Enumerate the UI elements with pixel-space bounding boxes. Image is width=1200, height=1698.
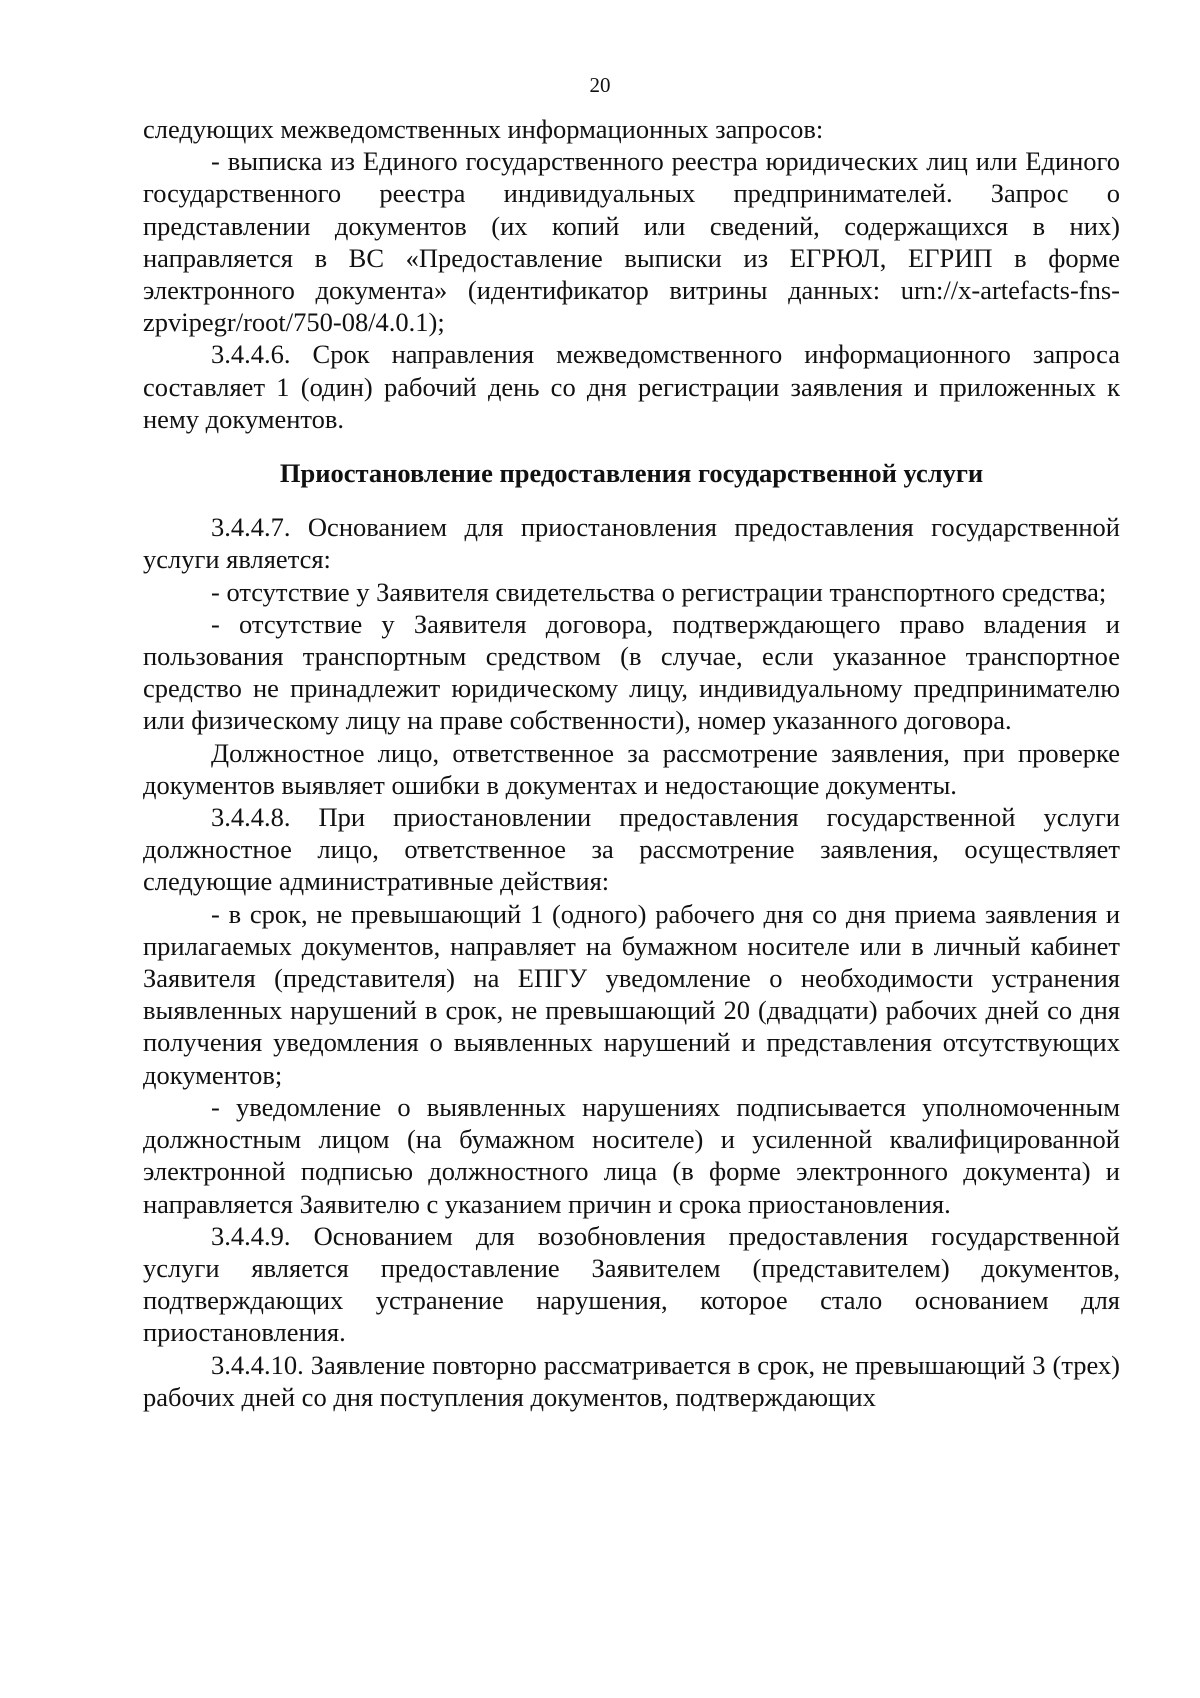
paragraph-no-ownership-contract: - отсутствие у Заявителя договора, подтверждающего право владения и пользования транспортным средством (в случае, если указанное транспортное средство не принадлежит юридическому лицу, индивидуальному предпринимателю или физическому лицу на праве собственности), номер указанного договора. [143,608,1120,736]
paragraph-3-4-4-10: 3.4.4.10. Заявление повторно рассматривается в срок, не превышающий 3 (трех) рабочих дней со дня поступления документов, подтверждающих [143,1349,1120,1412]
paragraph-notification-signature: - уведомление о выявленных нарушениях подписывается уполномоченным должностным лицом (на бумажном носителе) и усиленной квалифицированной электронной подписью должностного лица (в форме электронного документа) и направляется Заявителю с указанием причин и срока приостановления. [143,1091,1120,1219]
paragraph-official-checks: Должностное лицо, ответственное за рассмотрение заявления, при проверке документов выявляет ошибки в документах и недостающие документы. [143,737,1120,800]
paragraph-3-4-4-9: 3.4.4.9. Основанием для возобновления предоставления государственной услуги является предоставление Заявителем (представителем) документов, подтверждающих устранение нарушения, которое стало основанием для приостановления. [143,1220,1120,1348]
paragraph-intro: следующих межведомственных информационных запросов: [143,114,824,144]
section-heading: Приостановление предоставления государственной услуги [279,458,984,489]
paragraph-3-4-4-8: 3.4.4.8. При приостановлении предоставления государственной услуги должностное лицо, ответственное за рассмотрение заявления, осуществляет следующие административные действия: [143,802,1120,897]
paragraph-3-4-4-6: 3.4.4.6. Срок направления межведомственного информационного запроса составляет 1 (один) рабочий день со дня регистрации заявления и приложенных к нему документов. [143,339,1120,434]
paragraph-notification-deadline: - в срок, не превышающий 1 (одного) рабочего дня со дня приема заявления и прилагаемых документов, направляет на бумажном носителе или в личный кабинет Заявителя (представителя) на ЕПГУ уведомление о необходимости устранения выявленных нарушений в срок, не превышающий 20 (двадцати) рабочих дней со дня получения уведомления о выявленных нарушений и представления отсутствующих документов; [143,898,1120,1090]
document-body [143,113,1120,1413]
paragraph-3-4-4-7: 3.4.4.7. Основанием для приостановления предоставления государственной услуги является: [143,512,1120,575]
paragraph-egrul-extract: - выписка из Единого государственного реестра юридических лиц или Единого государственного реестра индивидуальных предпринимателей. Запрос о представлении документов (их копий или сведений, содержащихся в них) направляется в ВС «Предоставление выписки из ЕГРЮЛ, ЕГРИП в форме электронного документа» (идентификатор витрины данных: urn://x-artefacts-fns-zpvipegr/root/750-08/4.0.1); [143,146,1120,338]
paragraph-no-registration-certificate: - отсутствие у Заявителя свидетельства о регистрации транспортного средства; [211,576,1107,607]
page-number: 20 [589,73,611,97]
